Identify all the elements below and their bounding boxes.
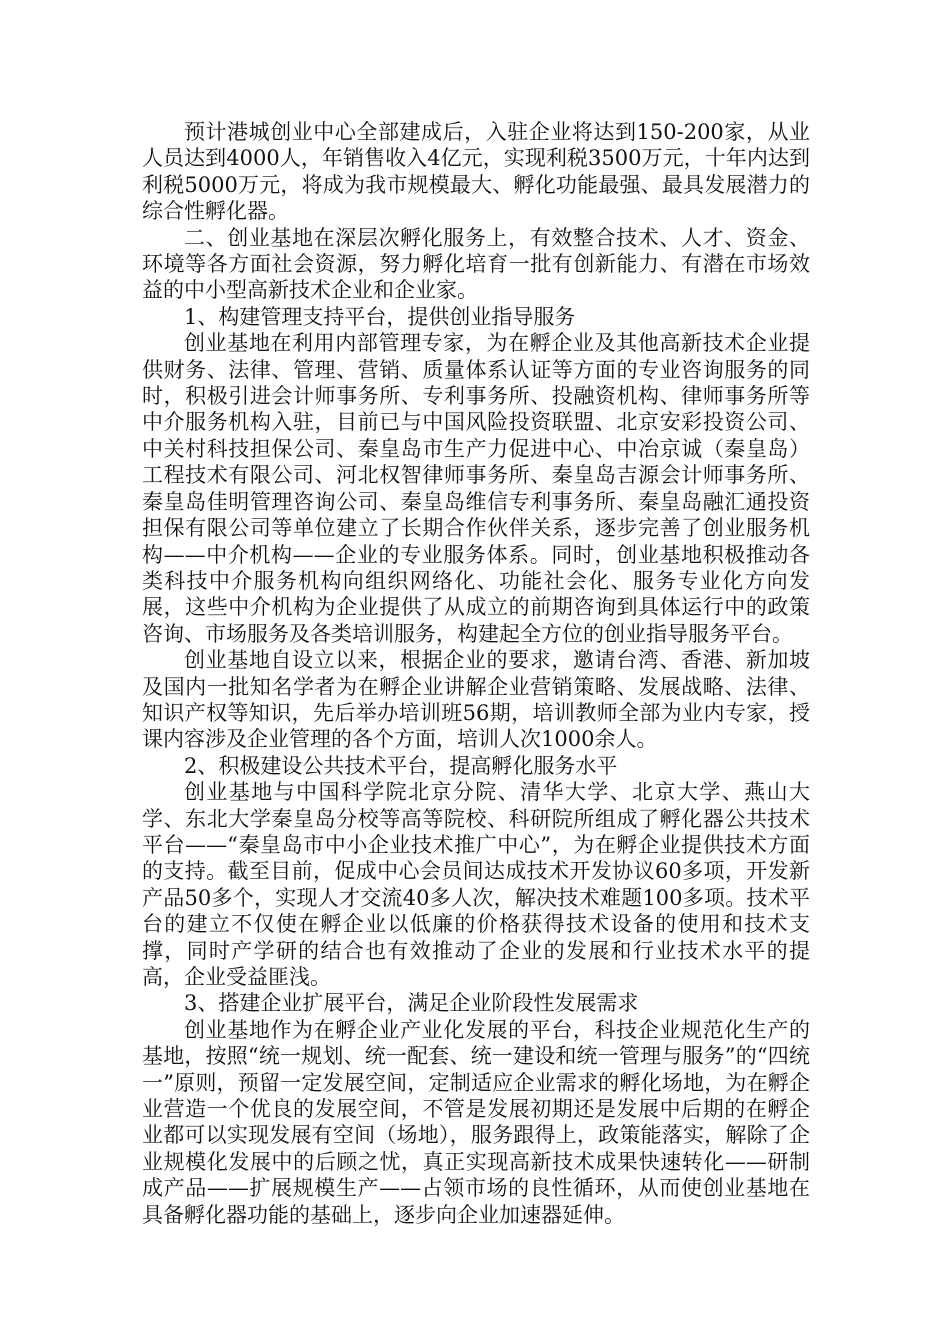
paragraph-management-platform: 创业基地在利用内部管理专家，为在孵企业及其他高新技术企业提供财务、法律、管理、营销、质量体系认证等方面的专业咨询服务的同时，积极引进会计师事务所、专利事务所、投融资机构、律师事务所等中介服务机构入驻，目前已与中国风险投资联盟、北京安彩投资公司、中关村科技担保公司、秦皇岛市生产力促进中心、中冶京诚（秦皇岛）工程技术有限公司、河北权智律师事务所、秦皇岛吉源会计师事务所、秦皇岛佳明管理咨询公司、秦皇岛维信专利事务所、秦皇岛融汇通投资担保有限公司等单位建立了长期合作伙伴关系，逐步完善了创业服务机构——中介机构——企业的专业服务体系。同时，创业基地积极推动各类科技中介服务机构向组织网络化、功能社会化、服务专业化方向发展，这些中介机构为企业提供了从成立的前期咨询到具体运行中的政策咨询、市场服务及各类培训服务，构建起全方位的创业指导服务平台。 — [142, 331, 810, 646]
document-body — [142, 119, 810, 1228]
paragraph-training: 创业基地自设立以来，根据企业的要求，邀请台湾、香港、新加坡及国内一批知名学者为在孵企业讲解企业营销策略、发展战略、法律、知识产权等知识，先后举办培训班56期，培训教师全部为业内专家，授课内容涉及企业管理的各个方面，培训人次1000余人。 — [142, 648, 810, 752]
paragraph-incubator-goals: 预计港城创业中心全部建成后，入驻企业将达到150-200家，从业人员达到4000人，年销售收入4亿元，实现利税3500万元，十年内达到利税5000万元，将成为我市规模最大、孵化功能最强、最具发展潜力的综合性孵化器。 — [142, 120, 810, 224]
paragraph-technology-platform: 创业基地与中国科学院北京分院、清华大学、北京大学、燕山大学、东北大学秦皇岛分校等高等院校、科研院所组成了孵化器公共技术平台——“秦皇岛市中小企业技术推广中心”，为在孵企业提供技术方面的支持。截至目前，促成中心会员间达成技术开发协议60多项，开发新产品50多个，实现人才交流40多人次，解决技术难题100多项。技术平台的建立不仅使在孵企业以低廉的价格获得技术设备的使用和技术支撑，同时产学研的结合也有效推动了企业的发展和行业技术水平的提高，企业受益匪浅。 — [142, 780, 810, 989]
paragraph-section-two-heading: 二、创业基地在深层次孵化服务上，有效整合技术、人才、资金、环境等各方面社会资源，努力孵化培育一批有创新能力、有潜在市场效益的中小型高新技术企业和企业家。 — [142, 225, 810, 303]
paragraph-subheading-2: 2、积极建设公共技术平台，提高孵化服务水平 — [184, 753, 618, 778]
paragraph-subheading-1: 1、构建管理支持平台，提供创业指导服务 — [184, 304, 576, 329]
paragraph-subheading-3: 3、搭建企业扩展平台，满足企业阶段性发展需求 — [184, 991, 639, 1016]
paragraph-expansion-platform: 创业基地作为在孵企业产业化发展的平台，科技企业规范化生产的基地，按照“统一规划、统一配套、统一建设和统一管理与服务”的“四统一”原则，预留一定发展空间，定制适应企业需求的孵化场地，为在孵企业营造一个优良的发展空间，不管是发展初期还是发展中后期的在孵企业都可以实现发展有空间（场地），服务跟得上，政策能落实，解除了企业规模化发展中的后顾之忧，真正实现高新技术成果快速转化——研制成产品——扩展规模生产——占领市场的良性循环，从而使创业基地在具备孵化器功能的基础上，逐步向企业加速器延伸。 — [142, 1017, 810, 1227]
